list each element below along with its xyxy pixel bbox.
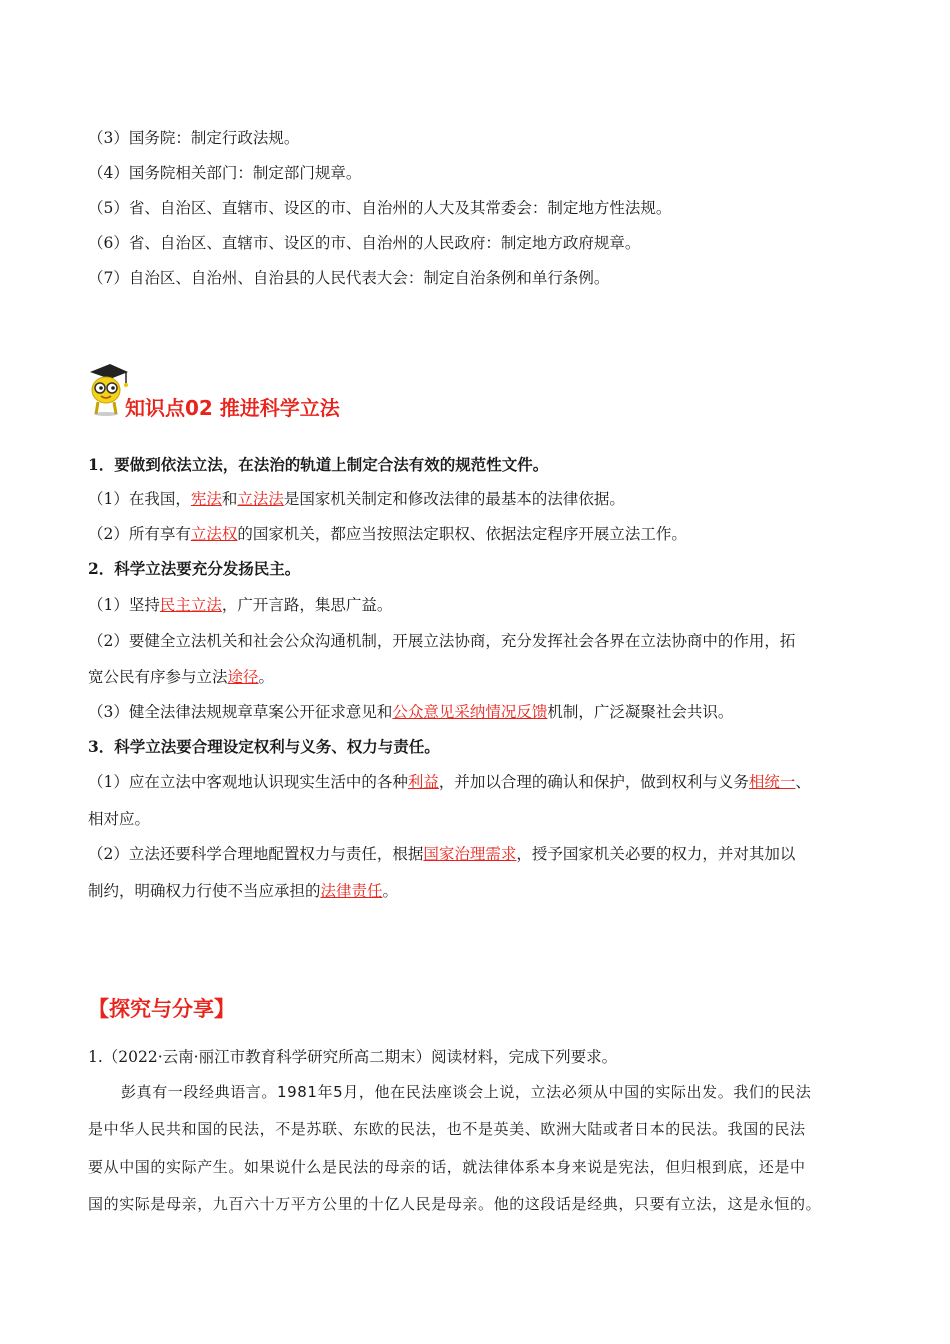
text: 。 — [258, 668, 275, 686]
keyword: 立法权 — [190, 525, 238, 543]
list-item: （6）省、自治区、直辖市、设区的市、自治州的人民政府：制定地方政府规章。 — [88, 234, 641, 252]
text: 机制，广泛凝聚社会共识。 — [547, 703, 734, 721]
point-title: 2．科学立法要充分发扬民主。 — [88, 559, 301, 578]
text: （1）在我国， — [88, 490, 191, 508]
text: 、 — [795, 773, 811, 791]
list-item-continued — [88, 880, 398, 902]
text: （2）立法还要科学合理地配置权力与责任，根据 — [88, 845, 424, 863]
text: ，授予国家机关必要的权力，并对其加以 — [516, 845, 796, 863]
text: 的国家机关，都应当按照法定职权、依据法定程序开展立法工作。 — [237, 525, 687, 543]
text: 宽公民有序参与立法 — [88, 668, 228, 686]
passage-line: 彭真有一段经典语言。1981年5月，他在民法座谈会上说，立法必须从中国的实际出发。我们的民法 — [121, 1083, 812, 1101]
list-item — [88, 523, 687, 545]
list-item — [88, 771, 811, 793]
list-item: （4）国务院相关部门：制定部门规章。 — [88, 164, 362, 182]
keyword: 宪法 — [190, 490, 222, 508]
list-item-continued — [88, 666, 274, 688]
keyword: 民主立法 — [159, 596, 222, 614]
keyword: 公众意见采纳情况反馈 — [392, 703, 548, 721]
text: （3）健全法律法规规章草案公开征求意见和 — [88, 703, 393, 721]
list-item: （7）自治区、自治州、自治县的人民代表大会：制定自治条例和单行条例。 — [88, 269, 610, 287]
text: ，并加以合理的确认和保护，做到权利与义务 — [438, 773, 749, 791]
text: （1）坚持 — [88, 596, 160, 614]
list-item-continued: 相对应。 — [88, 810, 151, 828]
point-title: 1．要做到依法立法，在法治的轨道上制定合法有效的规范性文件。 — [88, 455, 549, 474]
list-item — [88, 594, 392, 616]
text: ，广开言路，集思广益。 — [221, 596, 393, 614]
explore-section-title: 【探究与分享】 — [88, 997, 235, 1021]
keyword: 相统一 — [748, 773, 796, 791]
keyword: 法律责任 — [320, 882, 383, 900]
keyword: 立法法 — [237, 490, 284, 508]
text: （1）应在立法中客观地认识现实生活中的各种 — [88, 773, 408, 791]
point-title: 3．科学立法要合理设定权利与义务、权力与责任。 — [88, 737, 440, 756]
list-item — [88, 488, 625, 510]
question-stem: 1.（2022·云南·丽江市教育科学研究所高二期末）阅读材料，完成下列要求。 — [88, 1048, 618, 1066]
list-item: （3）国务院：制定行政法规。 — [88, 129, 300, 147]
text: （2）所有享有 — [88, 525, 191, 543]
text: 制约，明确权力行使不当应承担的 — [88, 882, 321, 900]
list-item — [88, 701, 733, 723]
list-item: （2）要健全立法机关和社会公众沟通机制，开展立法协商，充分发挥社会各界在立法协商中的作用，拓 — [88, 632, 796, 650]
passage-line: 是中华人民共和国的民法，不是苏联、东欧的民法，也不是英美、欧洲大陆或者日本的民法。我国的民法 — [88, 1120, 806, 1138]
list-item — [88, 843, 795, 865]
text: 。 — [382, 882, 399, 900]
passage-line: 国的实际是母亲，九百六十万平方公里的十亿人民是母亲。他的这段话是经典，只要有立法，这是永恒的。 — [88, 1195, 822, 1213]
keyword: 利益 — [407, 773, 439, 791]
keyword: 国家治理需求 — [423, 845, 517, 863]
text: 和 — [221, 490, 238, 508]
keyword: 途径 — [227, 668, 259, 686]
list-item: （5）省、自治区、直辖市、设区的市、自治州的人大及其常委会：制定地方性法规。 — [88, 199, 672, 217]
text: 是国家机关制定和修改法律的最基本的法律依据。 — [283, 490, 625, 508]
passage-line: 要从中国的实际产生。如果说什么是民法的母亲的话，就法律体系本身来说是宪法，但归根到底，还是中 — [88, 1158, 806, 1176]
knowledge-heading: 知识点02 推进科学立法 — [125, 396, 340, 420]
